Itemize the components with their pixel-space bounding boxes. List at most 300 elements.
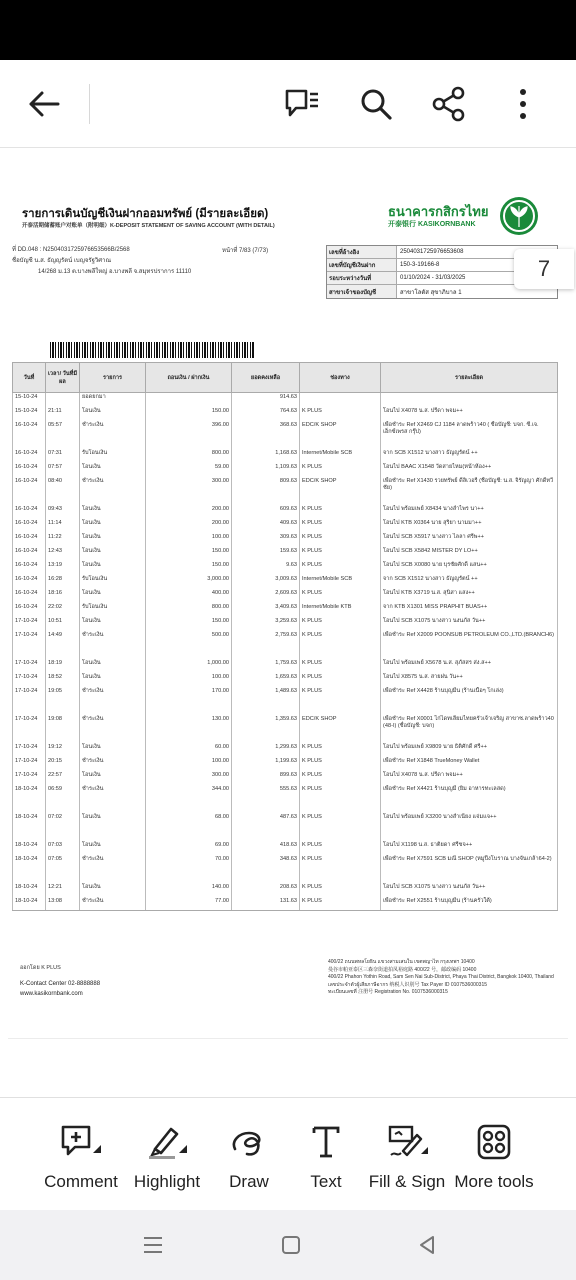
cell-item: โอนเงิน: [80, 533, 146, 547]
cell-d: 16-10-24: [13, 449, 46, 463]
cell-bal: 348.63: [232, 855, 300, 883]
cell-ch: EDC/K SHOP: [300, 421, 381, 449]
cell-bal: 9.63: [232, 561, 300, 575]
cell-ch: K PLUS: [300, 673, 381, 687]
cell-t: 10:51: [46, 617, 80, 631]
contact-center: K-Contact Center 02-8888888: [20, 981, 101, 987]
cell-amt: 150.00: [146, 617, 232, 631]
tool-more-tools[interactable]: [449, 1122, 539, 1192]
reference-line: ที่ DD.048 : N2504031725976653566B/2568: [12, 247, 130, 253]
cell-t: 13:08: [46, 897, 80, 911]
cell-amt: 150.00: [146, 561, 232, 575]
cell-t: 07:02: [46, 813, 80, 841]
cell-det: โอนไป พร้อมเพย์ X3200 นางสำเนียง แจ่มแจ++: [381, 813, 558, 841]
cell-item: ชำระเงิน: [80, 631, 146, 659]
comments-icon[interactable]: [280, 82, 324, 126]
cell-det: โอนไป X4078 น.ส. ปรีดา พจม++: [381, 771, 558, 785]
cell-ch: K PLUS: [300, 883, 381, 897]
info-value: 150-3-19166-8: [400, 262, 440, 268]
cell-d: 16-10-24: [13, 505, 46, 519]
nav-back-icon[interactable]: [412, 1230, 442, 1260]
cell-item: โอนเงิน: [80, 673, 146, 687]
cell-t: 07:05: [46, 855, 80, 883]
tool-fill-sign[interactable]: [362, 1122, 452, 1192]
barcode: [50, 342, 254, 358]
cell-amt: 100.00: [146, 533, 232, 547]
cell-t: 05:57: [46, 421, 80, 449]
address-cn: 曼谷市帕亚泰区三森奈街道拍凤裕庭路 400/22 号，邮政编码 10400: [328, 966, 477, 973]
cell-ch: K PLUS: [300, 687, 381, 715]
cell-t: 18:19: [46, 659, 80, 673]
cell-det: โอนไป SCB X1075 นางสาว นงนภัส วัน++: [381, 883, 558, 897]
cell-item: โอนเงิน: [80, 771, 146, 785]
fill-sign-icon: [385, 1122, 429, 1162]
info-value: 01/10/2024 - 31/03/2025: [400, 275, 466, 281]
cell-bal: 764.63: [232, 407, 300, 421]
tool-label: Comment: [44, 1172, 118, 1191]
table-row: [13, 589, 558, 603]
cell-amt: 344.00: [146, 785, 232, 813]
cell-det: โอนไป SCB X0080 นาย บุรชัยศักดิ์ แสน++: [381, 561, 558, 575]
cell-t: 18:16: [46, 589, 80, 603]
cell-ch: K PLUS: [300, 785, 381, 813]
cell-d: 15-10-24: [13, 393, 46, 407]
table-row: [13, 603, 558, 617]
tool-label: More tools: [454, 1172, 534, 1191]
cell-det: เพื่อชำระ Ref X4428 ร้านบุญมีน (ร้านเนื้อๆ โกเล่ง): [381, 687, 558, 715]
cell-d: 18-10-24: [13, 897, 46, 911]
cell-d: 17-10-24: [13, 687, 46, 715]
cell-d: 16-10-24: [13, 463, 46, 477]
cell-ch: K PLUS: [300, 841, 381, 855]
table-row: [13, 855, 558, 883]
cell-d: 16-10-24: [13, 561, 46, 575]
info-value: สาขาโลตัส สุขาภิบาล 1: [400, 289, 462, 296]
cell-amt: 70.00: [146, 855, 232, 883]
cell-t: [46, 393, 80, 407]
cell-amt: [146, 393, 232, 407]
table-header-row: [13, 363, 558, 393]
cell-d: 15-10-24: [13, 407, 46, 421]
table-row: [13, 575, 558, 589]
info-key: รอบระหว่างวันที่: [327, 272, 397, 284]
cell-amt: 60.00: [146, 743, 232, 757]
cell-amt: 100.00: [146, 757, 232, 771]
cell-ch: K PLUS: [300, 813, 381, 841]
cell-bal: 487.63: [232, 813, 300, 841]
recent-apps-icon[interactable]: [138, 1230, 168, 1260]
cell-det: โอนไป X8575 น.ส. สายฝน วัน++: [381, 673, 558, 687]
cell-item: รับโอนเงิน: [80, 575, 146, 589]
cell-bal: 899.63: [232, 771, 300, 785]
cell-bal: 1,359.63: [232, 715, 300, 743]
cell-bal: 1,299.63: [232, 743, 300, 757]
cell-det: โอนไป X1198 น.ส. ธาติยดา ศรีชจ++: [381, 841, 558, 855]
cell-ch: K PLUS: [300, 547, 381, 561]
cell-bal: 368.63: [232, 421, 300, 449]
table-row: [13, 659, 558, 673]
table-row: [13, 673, 558, 687]
cell-item: โอนเงิน: [80, 463, 146, 477]
cell-t: 06:59: [46, 785, 80, 813]
tool-highlight[interactable]: [122, 1122, 212, 1192]
cell-amt: 800.00: [146, 603, 232, 617]
table-row: [13, 757, 558, 771]
table-row: [13, 393, 558, 407]
toolbar-divider: [89, 84, 90, 124]
cell-bal: 1,168.63: [232, 449, 300, 463]
cell-amt: 77.00: [146, 897, 232, 911]
cell-bal: 1,659.63: [232, 673, 300, 687]
cell-t: 11:22: [46, 533, 80, 547]
tool-label: Fill & Sign: [368, 1172, 446, 1191]
cell-d: 16-10-24: [13, 575, 46, 589]
address-th: 400/22 ถนนพหลโยธิน แขวงสามเสนใน เขตพญาไท กรุงเทพฯ 10400: [328, 959, 475, 965]
column-header: รายการ: [80, 363, 146, 393]
cell-ch: [300, 393, 381, 407]
cell-bal: 2,609.63: [232, 589, 300, 603]
cell-item: โอนเงิน: [80, 561, 146, 575]
cell-item: ชำระเงิน: [80, 897, 146, 911]
cell-item: โอนเงิน: [80, 407, 146, 421]
cell-t: 14:49: [46, 631, 80, 659]
cell-d: 17-10-24: [13, 771, 46, 785]
cell-det: เพื่อชำระ Ref X4421 ร้านบุญมี (ยิม อาหารทะเลสด): [381, 785, 558, 813]
cell-det: โอนไป พร้อมเพย์ X5678 น.ส. สุภัสสร ส่ง.ส++: [381, 659, 558, 673]
footer-address: [328, 959, 554, 997]
cell-item: ชำระเงิน: [80, 421, 146, 449]
cell-item: ชำระเงิน: [80, 687, 146, 715]
column-header: เวลา/ วันที่มีผล: [46, 363, 80, 393]
account-header-lines: [12, 245, 191, 278]
home-icon[interactable]: [276, 1230, 306, 1260]
document-viewer[interactable]: [0, 149, 576, 1097]
cell-d: 17-10-24: [13, 673, 46, 687]
cell-det: โอนไป SCB X5917 นางสาว ไลลา ศรีพ++: [381, 533, 558, 547]
search-icon[interactable]: [354, 82, 398, 126]
cell-item: โอนเงิน: [80, 841, 146, 855]
cell-amt: 800.00: [146, 449, 232, 463]
table-row: [13, 533, 558, 547]
cell-d: 16-10-24: [13, 533, 46, 547]
cell-amt: 500.00: [146, 631, 232, 659]
table-row: [13, 771, 558, 785]
cell-ch: K PLUS: [300, 757, 381, 771]
account-name-line: ชื่อบัญชี น.ส. ธัญญรัตน์ เบญจรัฐวิศาณ: [12, 258, 112, 264]
cell-bal: 309.63: [232, 533, 300, 547]
table-row: [13, 519, 558, 533]
cell-d: 16-10-24: [13, 519, 46, 533]
cell-item: โอนเงิน: [80, 883, 146, 897]
cell-t: 07:03: [46, 841, 80, 855]
cell-item: โอนเงิน: [80, 743, 146, 757]
cell-bal: 2,759.63: [232, 631, 300, 659]
address-line: 14/268 ม.13 ต.บางพลีใหญ่ อ.บางพลี จ.สมุทรปราการ 11110: [38, 269, 192, 275]
cell-det: โอนไป BAAC X1548 วัดสายไหม(หน้าห้อง++: [381, 463, 558, 477]
issued-by-label: ออกโดย K PLUS: [20, 965, 61, 971]
cell-bal: 1,759.63: [232, 659, 300, 673]
registration-no: ทะเบียนเลขที่ 注册号 Registration No. 0107536000315: [328, 989, 448, 995]
cell-amt: 300.00: [146, 771, 232, 785]
cell-amt: 3,000.00: [146, 575, 232, 589]
statement-subtitle: 开泰活期储蓄账户对账单（附明细）K-DEPOSIT STATEMENT OF SAVING ACCOUNT (WITH DETAIL): [22, 223, 275, 229]
table-row: [13, 505, 558, 519]
table-body: [13, 393, 558, 911]
page-number-indicator[interactable]: 7: [514, 249, 574, 289]
column-header: ช่องทาง: [300, 363, 381, 393]
cell-item: รับโอนเงิน: [80, 449, 146, 463]
column-header: รายละเอียด: [381, 363, 558, 393]
cell-bal: 609.63: [232, 505, 300, 519]
cell-det: [381, 393, 558, 407]
status-bar: [0, 0, 576, 60]
top-app-bar: [0, 60, 576, 148]
cell-det: เพื่อชำระ Ref X2551 ร้านบุญมีน (ร้านครัวใต้): [381, 897, 558, 911]
cell-bal: 3,259.63: [232, 617, 300, 631]
cell-t: 18:52: [46, 673, 80, 687]
cell-item: รับโอนเงิน: [80, 603, 146, 617]
cell-item: ยอดยกมา: [80, 393, 146, 407]
table-row: [13, 715, 558, 743]
cell-amt: 130.00: [146, 715, 232, 743]
tool-comment[interactable]: [36, 1122, 126, 1192]
system-nav-bar: [0, 1210, 576, 1280]
footer-contact: [20, 979, 100, 999]
cell-bal: 3,409.63: [232, 603, 300, 617]
share-icon[interactable]: [427, 82, 471, 126]
website-link[interactable]: www.kasikornbank.com: [20, 991, 83, 997]
cell-t: 19:12: [46, 743, 80, 757]
cell-d: 17-10-24: [13, 659, 46, 673]
cell-bal: 1,109.63: [232, 463, 300, 477]
table-row: [13, 743, 558, 757]
cell-d: 18-10-24: [13, 785, 46, 813]
table-row: [13, 407, 558, 421]
cell-ch: K PLUS: [300, 897, 381, 911]
cell-amt: 200.00: [146, 505, 232, 519]
column-header: วันที่: [13, 363, 46, 393]
pdf-page: [8, 149, 568, 1039]
bottom-toolbar: [0, 1097, 576, 1210]
cell-bal: 809.63: [232, 477, 300, 505]
cell-ch: EDC/K SHOP: [300, 715, 381, 743]
bank-subname: 开泰银行 KASIKORNBANK: [388, 221, 476, 228]
cell-t: 16:28: [46, 575, 80, 589]
cell-d: 17-10-24: [13, 757, 46, 771]
table-row: [13, 785, 558, 813]
table-row: [13, 561, 558, 575]
cell-d: 18-10-24: [13, 813, 46, 841]
cell-bal: 208.63: [232, 883, 300, 897]
cell-det: จาก SCB X1512 นางสาว ธัญญรัตน์ ++: [381, 449, 558, 463]
table-row: [13, 617, 558, 631]
cell-det: เพื่อชำระ Ref X2009 POONSUB PETROLEUM CO.,LTD.(BRANCH6): [381, 631, 558, 659]
more-vertical-icon[interactable]: [501, 82, 545, 126]
cell-ch: K PLUS: [300, 519, 381, 533]
text-t-icon: [304, 1122, 348, 1162]
cell-det: เพื่อชำระ Ref X0001 ไก่ไดทเลียมไทยครัวเจ้าเจริญ สาขาซ.ลาดพร้าว40 (48-I) (ชื่อบัญชี: บจก): [381, 715, 558, 743]
cell-amt: 396.00: [146, 421, 232, 449]
address-en: 400/22 Phahon Yothin Road, Sam Sen Nai Sub-District, Phaya Thai District, Bangkok 10400, Thailand: [328, 974, 554, 980]
cell-bal: 914.63: [232, 393, 300, 407]
cell-item: โอนเงิน: [80, 617, 146, 631]
cell-d: 18-10-24: [13, 841, 46, 855]
table-row: [13, 477, 558, 505]
cell-d: 18-10-24: [13, 883, 46, 897]
cell-det: โอนไป KTB X0364 นาย สุริยา นามมา++: [381, 519, 558, 533]
cell-item: โอนเงิน: [80, 813, 146, 841]
cell-d: 16-10-24: [13, 589, 46, 603]
tool-label: Highlight: [133, 1172, 201, 1191]
cell-t: 08:40: [46, 477, 80, 505]
cell-item: โอนเงิน: [80, 547, 146, 561]
cell-bal: 159.63: [232, 547, 300, 561]
cell-t: 19:08: [46, 715, 80, 743]
cell-ch: Internet/Mobile SCB: [300, 449, 381, 463]
column-header: ยอดคงเหลือ: [232, 363, 300, 393]
cell-amt: 150.00: [146, 547, 232, 561]
cell-bal: 3,009.63: [232, 575, 300, 589]
cell-item: โอนเงิน: [80, 659, 146, 673]
info-key: เลขที่บัญชีเงินฝาก: [327, 259, 397, 271]
cell-ch: K PLUS: [300, 631, 381, 659]
table-row: [13, 631, 558, 659]
cell-d: 16-10-24: [13, 421, 46, 449]
cell-ch: K PLUS: [300, 561, 381, 575]
cell-det: เพื่อชำระ Ref X7591 SCB มณี SHOP (หมูปิ้งโบราณ บางจั่นเกล้า64-2): [381, 855, 558, 883]
add-comment-icon: [59, 1122, 103, 1162]
info-key: สาขาเจ้าของบัญชี: [327, 285, 397, 298]
cell-det: จาก KTB X1301 MISS PRAPHIT BUAS++: [381, 603, 558, 617]
cell-det: โอนไป X4078 น.ส. ปรีดา พจม++: [381, 407, 558, 421]
cell-t: 13:19: [46, 561, 80, 575]
cell-amt: 300.00: [146, 477, 232, 505]
cell-det: เพื่อชำระ Ref X2469 CJ 1184 ลาดพร้าว40 ( ชื่อบัญชี: บจก. ซี.เจ. เอ็กซ์เพรส กรุ๊ป): [381, 421, 558, 449]
draw-squiggle-icon: [227, 1122, 271, 1162]
cell-det: โอนไป SCB X5842 MISTER DY LO++: [381, 547, 558, 561]
statement-title: รายการเดินบัญชีเงินฝากออมทรัพย์ (มีรายละเอียด): [22, 208, 269, 220]
grid-tools-icon: [472, 1122, 516, 1162]
column-header: ถอนเงิน / ฝากเงิน: [146, 363, 232, 393]
cell-bal: 409.63: [232, 519, 300, 533]
cell-d: 16-10-24: [13, 547, 46, 561]
table-row: [13, 883, 558, 897]
cell-ch: K PLUS: [300, 855, 381, 883]
kasikorn-logo-icon: [500, 197, 538, 235]
cell-item: ชำระเงิน: [80, 785, 146, 813]
cell-ch: K PLUS: [300, 407, 381, 421]
table-row: [13, 463, 558, 477]
cell-t: 20:15: [46, 757, 80, 771]
cell-item: ชำระเงิน: [80, 757, 146, 771]
cell-ch: K PLUS: [300, 463, 381, 477]
highlight-pen-icon: [145, 1122, 189, 1162]
cell-t: 12:21: [46, 883, 80, 897]
cell-amt: 200.00: [146, 519, 232, 533]
cell-ch: K PLUS: [300, 743, 381, 757]
cell-bal: 131.63: [232, 897, 300, 911]
cell-ch: K PLUS: [300, 589, 381, 603]
table-row: [13, 897, 558, 911]
cell-d: 18-10-24: [13, 855, 46, 883]
cell-det: จาก SCB X1512 นางสาว ธัญญรัตน์ ++: [381, 575, 558, 589]
table-row: [13, 687, 558, 715]
cell-ch: K PLUS: [300, 505, 381, 519]
cell-det: เพื่อชำระ Ref X1848 TrueMoney Wallet: [381, 757, 558, 771]
back-arrow-icon[interactable]: [22, 82, 66, 126]
cell-amt: 1,000.00: [146, 659, 232, 673]
cell-amt: 170.00: [146, 687, 232, 715]
table-row: [13, 841, 558, 855]
cell-item: โอนเงิน: [80, 589, 146, 603]
cell-item: ชำระเงิน: [80, 477, 146, 505]
cell-d: 16-10-24: [13, 603, 46, 617]
tool-label: Draw: [229, 1172, 269, 1191]
cell-d: 17-10-24: [13, 631, 46, 659]
cell-amt: 68.00: [146, 813, 232, 841]
cell-t: 07:31: [46, 449, 80, 463]
cell-t: 19:05: [46, 687, 80, 715]
info-value: 2504031725976653608: [400, 249, 464, 255]
cell-item: ชำระเงิน: [80, 715, 146, 743]
cell-item: โอนเงิน: [80, 505, 146, 519]
bank-name: ธนาคารกสิกรไทย: [388, 204, 489, 219]
cell-ch: Internet/Mobile SCB: [300, 575, 381, 589]
cell-d: 17-10-24: [13, 617, 46, 631]
cell-item: โอนเงิน: [80, 519, 146, 533]
cell-amt: 69.00: [146, 841, 232, 855]
cell-amt: 150.00: [146, 407, 232, 421]
table-row: [13, 421, 558, 449]
cell-ch: K PLUS: [300, 533, 381, 547]
cell-t: 22:02: [46, 603, 80, 617]
cell-d: 16-10-24: [13, 477, 46, 505]
cell-t: 22:57: [46, 771, 80, 785]
cell-ch: K PLUS: [300, 617, 381, 631]
cell-t: 09:43: [46, 505, 80, 519]
page-of-label: หน้าที่ 7/83 (7/73): [222, 248, 269, 254]
cell-ch: Internet/Mobile KTB: [300, 603, 381, 617]
cell-det: โอนไป พร้อมเพย์ X8434 นางลำไพร นา++: [381, 505, 558, 519]
cell-t: 21:11: [46, 407, 80, 421]
table-row: [13, 449, 558, 463]
cell-bal: 555.63: [232, 785, 300, 813]
cell-ch: K PLUS: [300, 771, 381, 785]
cell-det: โอนไป SCB X1075 นางสาว นงนภัส วัน++: [381, 617, 558, 631]
info-key: เลขที่อ้างอิง: [327, 246, 397, 258]
cell-ch: EDC/K SHOP: [300, 477, 381, 505]
cell-amt: 400.00: [146, 589, 232, 603]
cell-bal: 418.63: [232, 841, 300, 855]
cell-amt: 59.00: [146, 463, 232, 477]
cell-amt: 140.00: [146, 883, 232, 897]
cell-bal: 1,489.63: [232, 687, 300, 715]
tool-label: Text: [310, 1172, 342, 1191]
tool-text[interactable]: [281, 1122, 371, 1192]
cell-det: โอนไป KTB X3719 น.ส. สุนิสา แสง++: [381, 589, 558, 603]
cell-t: 11:14: [46, 519, 80, 533]
table-row: [13, 813, 558, 841]
cell-d: 17-10-24: [13, 715, 46, 743]
cell-det: โอนไป พร้อมเพย์ X9809 นาย ธิติศักดิ์ ศรี++: [381, 743, 558, 757]
cell-item: ชำระเงิน: [80, 855, 146, 883]
cell-t: 12:43: [46, 547, 80, 561]
cell-d: 17-10-24: [13, 743, 46, 757]
table-row: [13, 547, 558, 561]
transaction-table: [12, 362, 558, 911]
cell-det: เพื่อชำระ Ref X1430 รวยทรัพย์ ดีลิเวอรี่ (ชื่อบัญชี: น.ส. จิรัญญา ศักดิ์ทวีชัย): [381, 477, 558, 505]
tax-id: เลขประจำตัวผู้เสียภาษีอากร 纳税人识别号 Tax Payer ID 0107536000315: [328, 981, 488, 988]
